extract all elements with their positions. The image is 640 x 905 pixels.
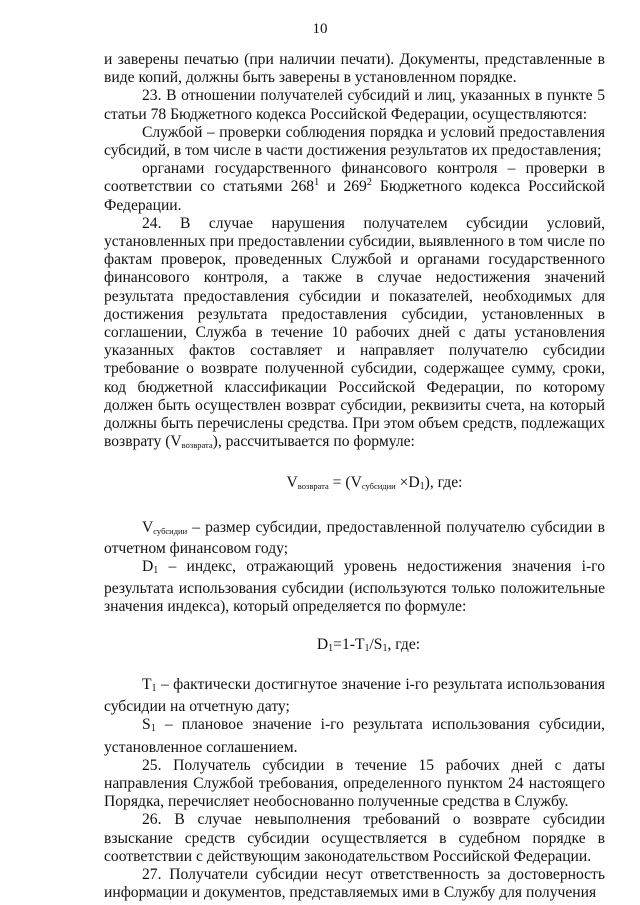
formula-return-volume: $V_{возврата} = (V_{субсидии} \times D_1)$, где: xyxy=(286,474,463,493)
definition-d-index: $D_1$ – индекс, отражающий уровень недостижения значения i-го результата использования субсидии (используются только положительные значения индекса), который определяется по формуле: xyxy=(104,558,605,616)
paragraph-23-service: Службой – проверки соблюдения порядка и условий предоставления субсидий, в том числе в части достижения результатов их предоставления; xyxy=(104,123,605,160)
paragraph-27: 27. Получатели субсидии несут ответственность за достоверность информации и документов, представляемых ими в Службу для получения xyxy=(104,865,605,902)
paragraph-23: 23. В отношении получателей субсидий и лиц, указанных в пункте 5 статьи 78 Бюджетного кодекса Российской Федерации, осуществляются: xyxy=(104,87,605,123)
paragraph-24: 24. В случае нарушения получателем субсидии условий, установленных при предоставлении субсидии, выявленного в том числе по фактам проверок, проведенных Службой и органами государственного финансового контроля, а также в случае недостижения значений результата предоставления субсидии и показателей, необходимых для достижения результата предоставления субсидии, установленных в соглашении, Служба в течение 10 рабочих дней с даты установления указанных фактов составляет и направляет получателю субсидии требование о возврате полученной субсидии, содержащее сумму, сроки, код бюджетной классификации Российской Федерации, по которому должен быть осуществлен возврат субсидии, реквизиты счета, на который должны быть перечислены средства. При этом объем средств, подлежащих возврату $(V_{возврата})$, рассчитывается по формуле: xyxy=(104,214,605,451)
definition-s-planned: $S_1$ – плановое значение i-го результата использования субсидии, установленное соглашением. xyxy=(104,716,605,756)
paragraph-continuation: и заверены печатью (при наличии печати). Документы, представленные в виде копий, должны быть заверены в установленном порядке. xyxy=(104,51,605,87)
page-number: 10 xyxy=(312,21,328,37)
formula-index: $D_1=1-T_1/S_1$, где: xyxy=(316,635,421,654)
definition-t-actual: $T_1$ – фактически достигнутое значение i-го результата использования субсидии на отчетную дату; xyxy=(104,675,605,716)
paragraph-26: 26. В случае невыполнения требований о возврате субсидии взыскание средств субсидии осуществляется в судебном порядке в соответствии с действующим законодательством Российской Федерации. xyxy=(104,811,605,865)
definition-v-subsidy: $V_{субсидии}$ – размер субсидии, предоставленной получателю субсидии в отчетном финансовом году; xyxy=(104,518,605,557)
document-body xyxy=(104,51,605,902)
paragraph-23-control-bodies: органами государственного финансового контроля – проверки в соответствии со статьями $268^1$ и $269^2$ Бюджетного кодекса Российской Федерации. xyxy=(104,160,605,214)
paragraph-25: 25. Получатель субсидии в течение 15 рабочих дней с даты направления Службой требования, определенного пунктом 24 настоящего Порядка, перечисляет необоснованно полученные средства в Службу. xyxy=(104,756,605,811)
